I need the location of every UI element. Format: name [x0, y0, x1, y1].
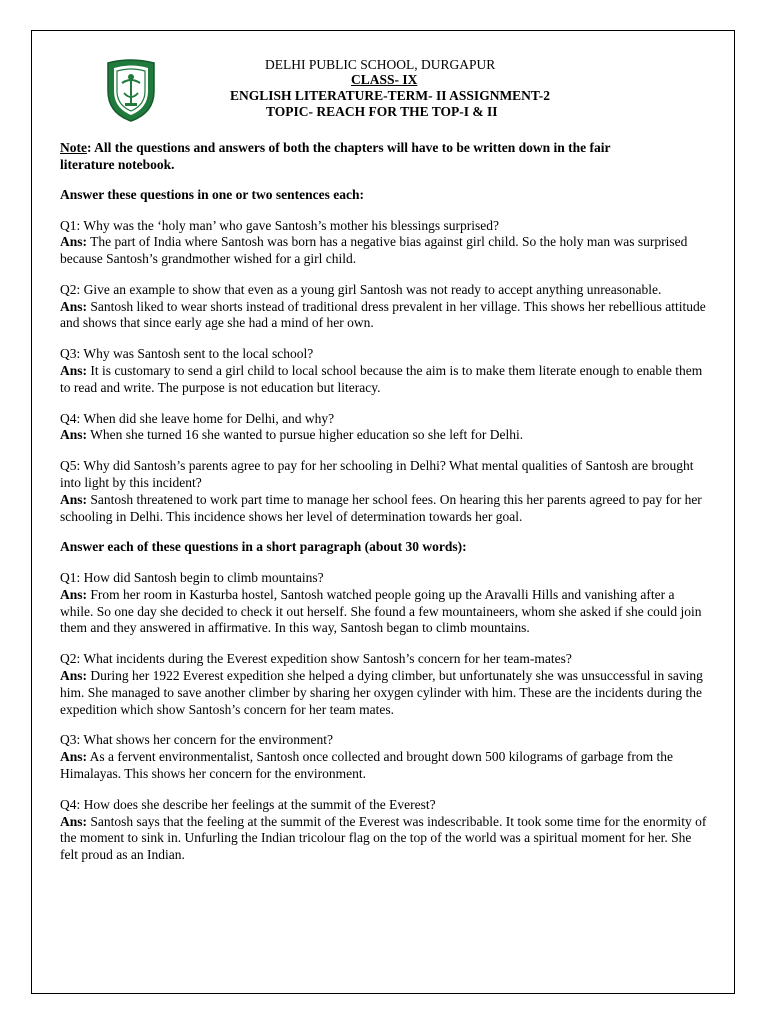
topic-title: TOPIC- REACH FOR THE TOP-I & II: [266, 104, 498, 119]
question: Q5: Why did Santosh’s parents agree to pay for her schooling in Delhi? What mental qualities of Santosh are brought into light by this incident?: [60, 458, 694, 491]
qa-item: [60, 282, 710, 332]
ans-label: Ans:: [60, 749, 88, 765]
document-header: [60, 55, 710, 125]
ans-label: Ans:: [60, 813, 88, 829]
qa-item: [60, 458, 710, 525]
question: Q1: Why was the ‘holy man’ who gave Santosh’s mother his blessings surprised?: [60, 217, 499, 233]
qa-item: [60, 732, 710, 782]
qa-item: [60, 570, 710, 637]
answer: Ans: Santosh liked to wear shorts instead of traditional dress prevalent in her village. This shows her rebellious attitude and shows that since early age she had a mind of her own.: [60, 298, 706, 331]
question: Q4: When did she leave home for Delhi, and why?: [60, 410, 335, 426]
answer: Ans: During her 1922 Everest expedition she helped a dying climber, but unfortunately she was unsuccessful in saving him. She managed to save another climber by sharing her oxygen cylinder with him. These are the incidents during the expedition which show Santosh’s concern for her team mates.: [60, 667, 703, 717]
question: Q3: What shows her concern for the environment?: [60, 732, 334, 748]
answer: Ans: From her room in Kasturba hostel, Santosh watched people going up the Aravalli Hills and vanishing after a while. So one day she decided to check it out herself. She found a few mountaineers, whom she asked if she could join them and they answered in affirmative. In this way, Santosh began to climb mountains.: [60, 586, 702, 636]
note-text: : All the questions and answers of both the chapters will have to be written down in the fair literature notebook.: [60, 140, 611, 172]
ans-label: Ans:: [60, 298, 88, 314]
answer: Ans: Santosh says that the feeling at the summit of the Everest was indescribable. It took some time for the enormity of the moment to sink in. Unfurling the Indian tricolour flag on the top of the world was a spiritual moment for her. She felt proud as an Indian.: [60, 813, 707, 863]
qa-item: [60, 411, 710, 445]
qa-item: [60, 651, 710, 718]
class-label: CLASS- IX: [351, 72, 418, 87]
ans-label: Ans:: [60, 363, 88, 379]
question: Q1: How did Santosh begin to climb mountains?: [60, 569, 324, 585]
note-paragraph: [60, 140, 660, 173]
answer: Ans: When she turned 16 she wanted to pursue higher education so she left for Delhi.: [60, 427, 524, 443]
question: Q3: Why was Santosh sent to the local school?: [60, 346, 314, 362]
ans-label: Ans:: [60, 491, 88, 507]
question: Q4: How does she describe her feelings at the summit of the Everest?: [60, 796, 436, 812]
school-name: DELHI PUBLIC SCHOOL, DURGAPUR: [265, 57, 496, 72]
qa-item: [60, 797, 710, 864]
question: Q2: Give an example to show that even as a young girl Santosh was not ready to accept anything unreasonable.: [60, 281, 662, 297]
ans-label: Ans:: [60, 234, 88, 250]
answer: Ans: As a fervent environmentalist, Santosh once collected and brought down 500 kilograms of garbage from the Himalayas. This shows her concern for the environment.: [60, 749, 673, 781]
assignment-title: ENGLISH LITERATURE-TERM- II ASSIGNMENT-2: [230, 88, 550, 103]
answer: Ans: Santosh threatened to work part time to manage her school fees. On hearing this her parents agreed to pay for her schooling in Delhi. This incidence shows her level of determination towards her goal.: [60, 491, 702, 524]
answer: Ans: It is customary to send a girl child to local school because the aim is to make them literate enough to enable them to read and write. The purpose is not education but literacy.: [60, 363, 703, 395]
ans-label: Ans:: [60, 667, 88, 683]
section-1-title: Answer these questions in one or two sentences each:: [60, 187, 364, 202]
qa-item: [60, 218, 710, 268]
qa-item: [60, 346, 710, 396]
section-2-title: Answer each of these questions in a short paragraph (about 30 words):: [60, 539, 467, 555]
answer: Ans: The part of India where Santosh was born has a negative bias against girl child. So the holy man was surprised because Santosh’s grandmother wished for a girl child.: [60, 234, 688, 267]
ans-label: Ans:: [60, 427, 88, 443]
question: Q2: What incidents during the Everest expedition show Santosh’s concern for her team-mates?: [60, 651, 572, 667]
note-label: Note: [60, 140, 87, 155]
school-crest-icon: [104, 57, 158, 123]
document-content: [60, 55, 710, 864]
ans-label: Ans:: [60, 586, 88, 602]
